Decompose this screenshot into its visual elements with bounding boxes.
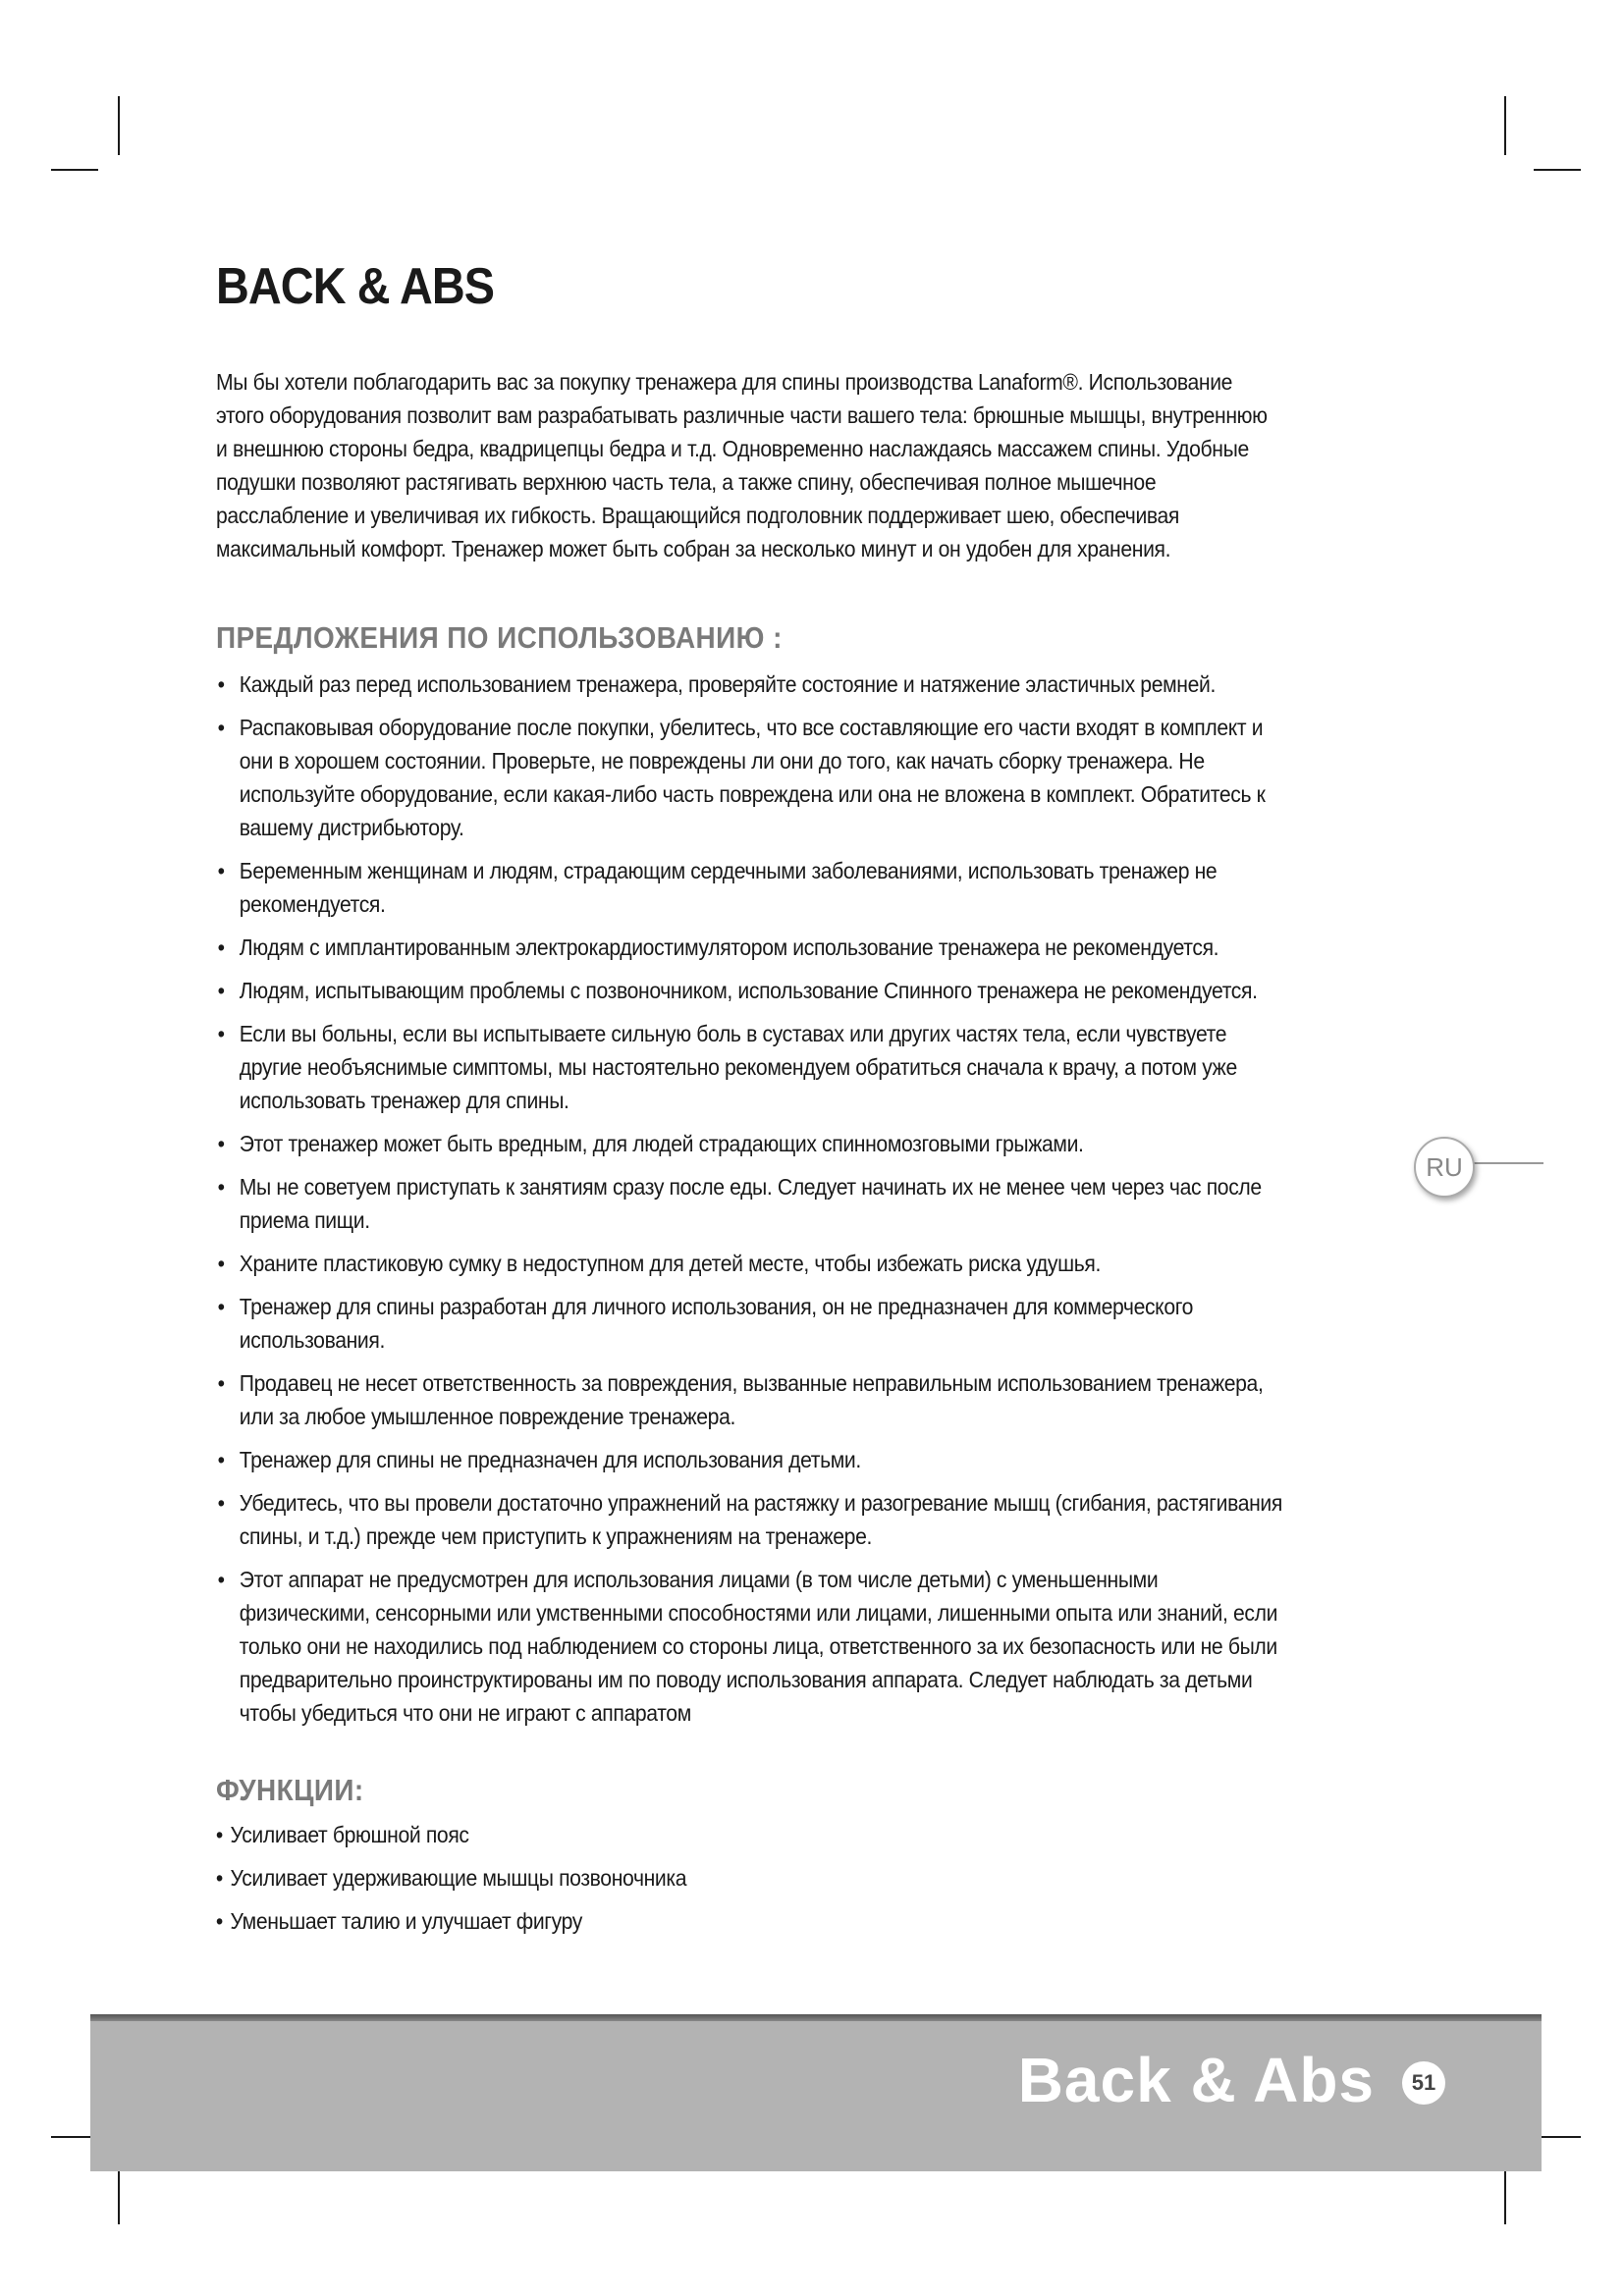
- suggestion-item: • Людям с имплантированным электрокардиостимулятором использование тренажера не рекомендуется.: [214, 931, 1289, 964]
- suggestion-item: • Мы не советуем приступать к занятиям сразу после еды. Следует начинать их не менее чем через час после приема пищи.: [214, 1170, 1289, 1237]
- language-tab-line: [1473, 1162, 1543, 1164]
- footer-title: Back & Abs: [1017, 2045, 1375, 2115]
- suggestion-item: • Если вы больны, если вы испытываете сильную боль в суставах или других частях тела, если чувствуете другие необъяснимые симптомы, мы настоятельно рекомендуем обратиться сначала к врачу, а потом уже использовать тренажер для спины.: [214, 1017, 1289, 1117]
- suggestions-list: [214, 667, 1289, 1739]
- suggestion-item: • Этот аппарат не предусмотрен для использования лицами (в том числе детьми) с уменьшенными физическими, сенсорными или умственными способностями или лицами, лишенными опыта или знаний, если только они не находились под наблюдением со стороны лица, ответственного за их безопасность или не были предварительно проинструктированы им по поводу использования аппарата. Следует наблюдать за детьми чтобы убедиться что они не играют с аппаратом: [214, 1563, 1289, 1730]
- intro-paragraph: Мы бы хотели поблагодарить вас за покупку тренажера для спины производства Lanaform®. Использование этого оборудования позволит вам разрабатывать различные части вашего тела: брюшные мышцы, внутреннюю и внешнюю стороны бедра, квадрицепцы бедра и т.д. Одновременно наслаждаясь массажем спины. Удобные подушки позволяют растягивать верхнюю часть тела, а также спину, обеспечивая полное мышечное расслабление и увеличивая их гибкость. Вращающийся подголовник поддерживает шею, обеспечивая максимальный комфорт. Тренажер может быть собран за несколько минут и он удобен для хранения.: [216, 369, 1268, 561]
- function-item: • Уменьшает талию и улучшает фигуру: [214, 1904, 1027, 1938]
- functions-list: [214, 1818, 1027, 1948]
- functions-heading: ФУНКЦИИ:: [216, 1773, 364, 1807]
- page-number: 51: [1402, 2061, 1445, 2105]
- suggestion-item: • Каждый раз перед использованием тренажера, проверяйте состояние и натяжение эластичных ремней.: [214, 667, 1289, 701]
- function-item: • Усиливает удерживающие мышцы позвоночника: [214, 1861, 1027, 1895]
- crop-mark-bottom-right: [1504, 2165, 1506, 2224]
- page-title: BACK & ABS: [216, 258, 495, 315]
- suggestion-item: • Тренажер для спины разработан для личного использования, он не предназначен для коммерческого использования.: [214, 1290, 1289, 1357]
- suggestion-item: • Храните пластиковую сумку в недоступном для детей месте, чтобы избежать риска удушья.: [214, 1247, 1289, 1280]
- suggestion-item: • Этот тренажер может быть вредным, для людей страдающих спинномозговыми грыжами.: [214, 1127, 1289, 1160]
- function-item: • Усиливает брюшной пояс: [214, 1818, 1027, 1851]
- footer-band: [90, 2014, 1542, 2171]
- suggestion-item: • Убедитесь, что вы провели достаточно упражнений на растяжку и разогревание мышц (сгибания, растягивания спины, и т.д.) прежде чем приступить к упражнениям на тренажере.: [214, 1486, 1289, 1553]
- suggestion-item: • Людям, испытывающим проблемы с позвоночником, использование Спинного тренажера не рекомендуется.: [214, 974, 1289, 1007]
- crop-mark-top-left-h: [51, 169, 98, 171]
- crop-mark-bottom-left: [118, 2165, 120, 2224]
- crop-mark-top-right: [1504, 96, 1506, 155]
- language-tab: RU: [1414, 1137, 1475, 1198]
- suggestion-item: • Продавец не несет ответственность за повреждения, вызванные неправильным использованием тренажера, или за любое умышленное повреждение тренажера.: [214, 1366, 1289, 1433]
- crop-mark-top-left: [118, 96, 120, 155]
- suggestion-item: • Распаковывая оборудование после покупки, убелитесь, что все составляющие его части входят в комплект и они в хорошем состоянии. Проверьте, не повреждены ли они до того, как начать сборку тренажера. Не используйте оборудование, если какая-либо часть повреждена или она не вложена в комплект. Обратитесь к вашему дистрибьютору.: [214, 711, 1289, 844]
- suggestion-item: • Беременным женщинам и людям, страдающим сердечными заболеваниями, использовать тренажер не рекомендуется.: [214, 854, 1289, 921]
- crop-mark-top-right-h: [1534, 169, 1581, 171]
- suggestions-heading: ПРЕДЛОЖЕНИЯ ПО ИСПОЛЬЗОВАНИЮ :: [216, 620, 783, 655]
- suggestion-item: • Тренажер для спины не предназначен для использования детьми.: [214, 1443, 1289, 1476]
